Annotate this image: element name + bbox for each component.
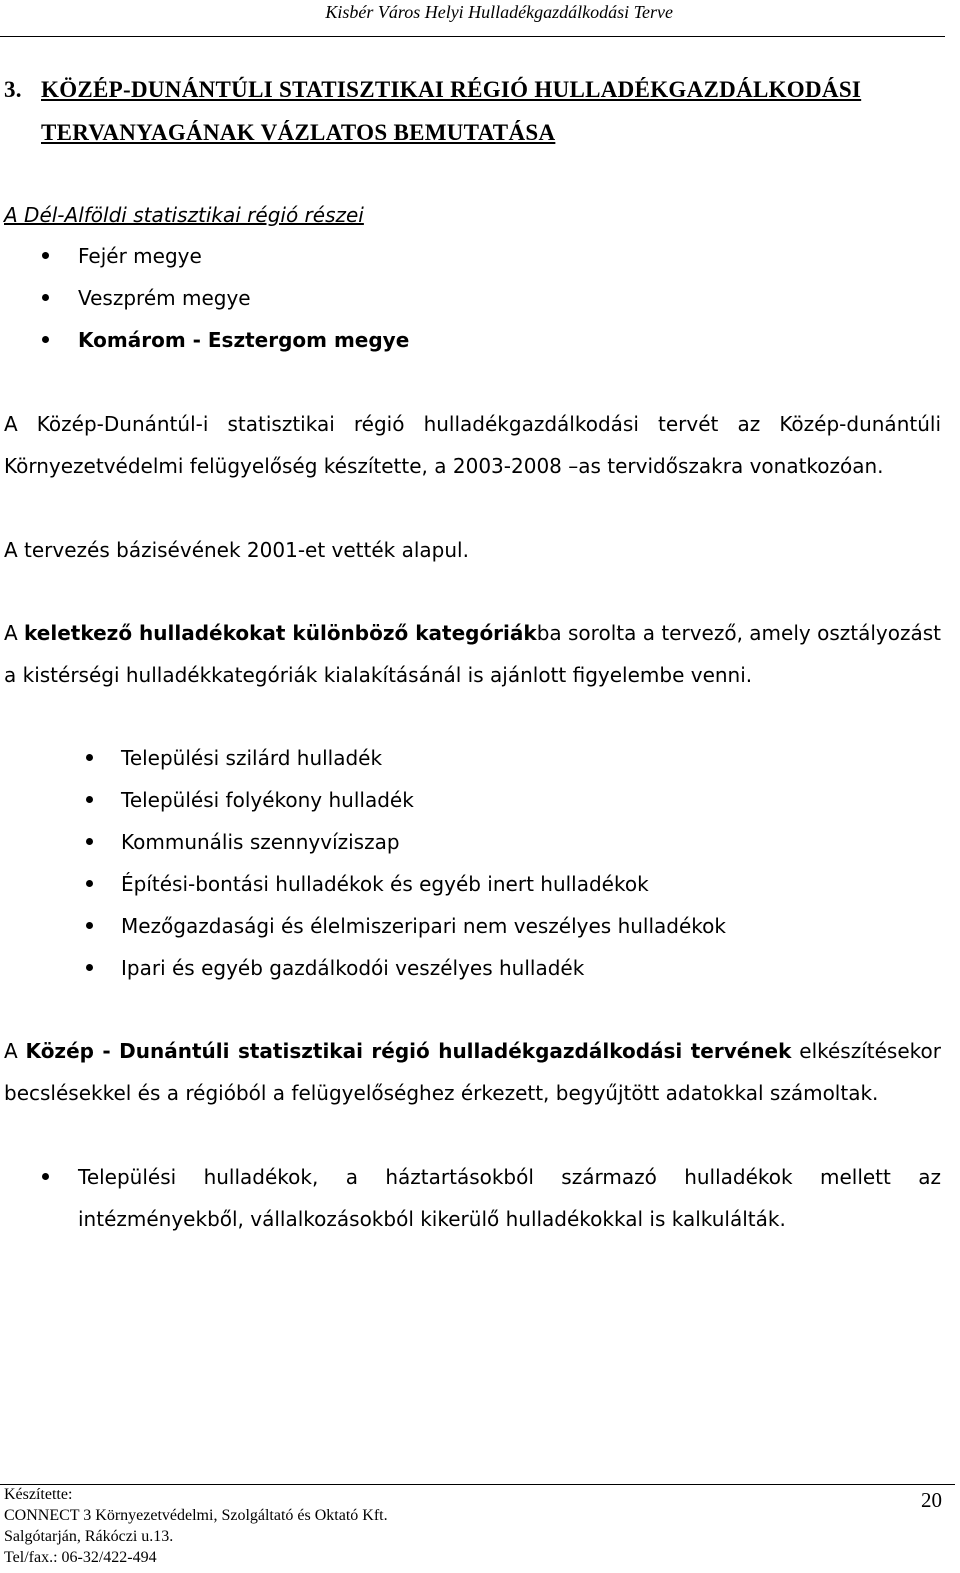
- header-title: Kisbér Város Helyi Hulladékgazdálkodási Terve: [325, 2, 673, 22]
- footer-company: CONNECT 3 Környezetvédelmi, Szolgáltató és Oktató Kft.: [4, 1507, 388, 1524]
- section-number: 3.: [4, 77, 22, 102]
- bullet-icon: [86, 964, 93, 971]
- footer-label: Készítette:: [4, 1486, 73, 1503]
- page-header: [0, 0, 945, 37]
- waste-category-list: [0, 737, 940, 989]
- list-item: Építési-bontási hulladékok és egyéb inert hulladékok: [0, 863, 940, 905]
- bullet-icon: [42, 252, 49, 259]
- bullet-icon: [86, 880, 93, 887]
- list-item: Ipari és egyéb gazdálkodói veszélyes hulladék: [0, 947, 940, 989]
- bullet-icon: [86, 922, 93, 929]
- paragraph: A keletkező hulladékokat különböző kategóriákba sorolta a tervező, amely osztályozást a kistérségi hulladékkategóriák kialakításánál is ajánlott figyelembe venni.: [4, 621, 941, 687]
- list-item: Mezőgazdasági és élelmiszeripari nem veszélyes hulladékok: [0, 905, 940, 947]
- bullet-icon: [42, 294, 49, 301]
- bullet-icon: [42, 336, 49, 343]
- footer-address: Salgótarján, Rákóczi u.13.: [4, 1528, 174, 1545]
- list-item: Települési hulladékok, a háztartásokból származó hulladékok mellett az intézményekből, vállalkozásokból kikerülő hulladékokkal is kalkulálták.: [0, 1156, 941, 1240]
- paragraph: A Közép - Dunántúli statisztikai régió hulladékgazdálkodási tervének elkészítésekor becslésekkel és a régióból a felügyelőséghez érkezett, begyűjtött adatokkal számoltak.: [4, 1039, 941, 1105]
- region-subheading: A Dél-Alföldi statisztikai régió részei: [4, 203, 364, 227]
- list-item: Kommunális szennyvíziszap: [0, 821, 940, 863]
- emphasis-text: Közép - Dunántúli statisztikai régió hulladékgazdálkodási tervének: [25, 1039, 792, 1063]
- section-title: KÖZÉP-DUNÁNTÚLI STATISZTIKAI RÉGIÓ HULLADÉKGAZDÁLKODÁSI TERVANYAGÁNAK VÁZLATOS BEMUTATÁSA: [41, 77, 862, 145]
- list-item: Települési folyékony hulladék: [0, 779, 940, 821]
- section-heading: [4, 68, 944, 154]
- county-list: [0, 235, 940, 361]
- note-list: [0, 1156, 941, 1240]
- list-item: Települési szilárd hulladék: [0, 737, 940, 779]
- page-number: 20: [921, 1488, 942, 1512]
- bullet-icon: [86, 754, 93, 761]
- list-item: Veszprém megye: [0, 277, 940, 319]
- paragraph: A Közép-Dunántúl-i statisztikai régió hulladékgazdálkodási tervét az Közép-dunántúli Környezetvédelmi felügyelőség készítette, a 2003-2008 –as tervidőszakra vonatkozóan.: [4, 412, 941, 478]
- emphasis-text: keletkező hulladékokat különböző kategóriák: [24, 621, 537, 645]
- list-item: Komárom - Esztergom megye: [0, 319, 940, 361]
- list-item: Fejér megye: [0, 235, 940, 277]
- footer-phone: Tel/fax.: 06-32/422-494: [4, 1549, 157, 1566]
- paragraph: A tervezés bázisévének 2001-et vették alapul.: [4, 538, 469, 562]
- bullet-icon: [86, 796, 93, 803]
- page-footer: [4, 1484, 944, 1568]
- bullet-icon: [86, 838, 93, 845]
- bullet-icon: [42, 1173, 49, 1180]
